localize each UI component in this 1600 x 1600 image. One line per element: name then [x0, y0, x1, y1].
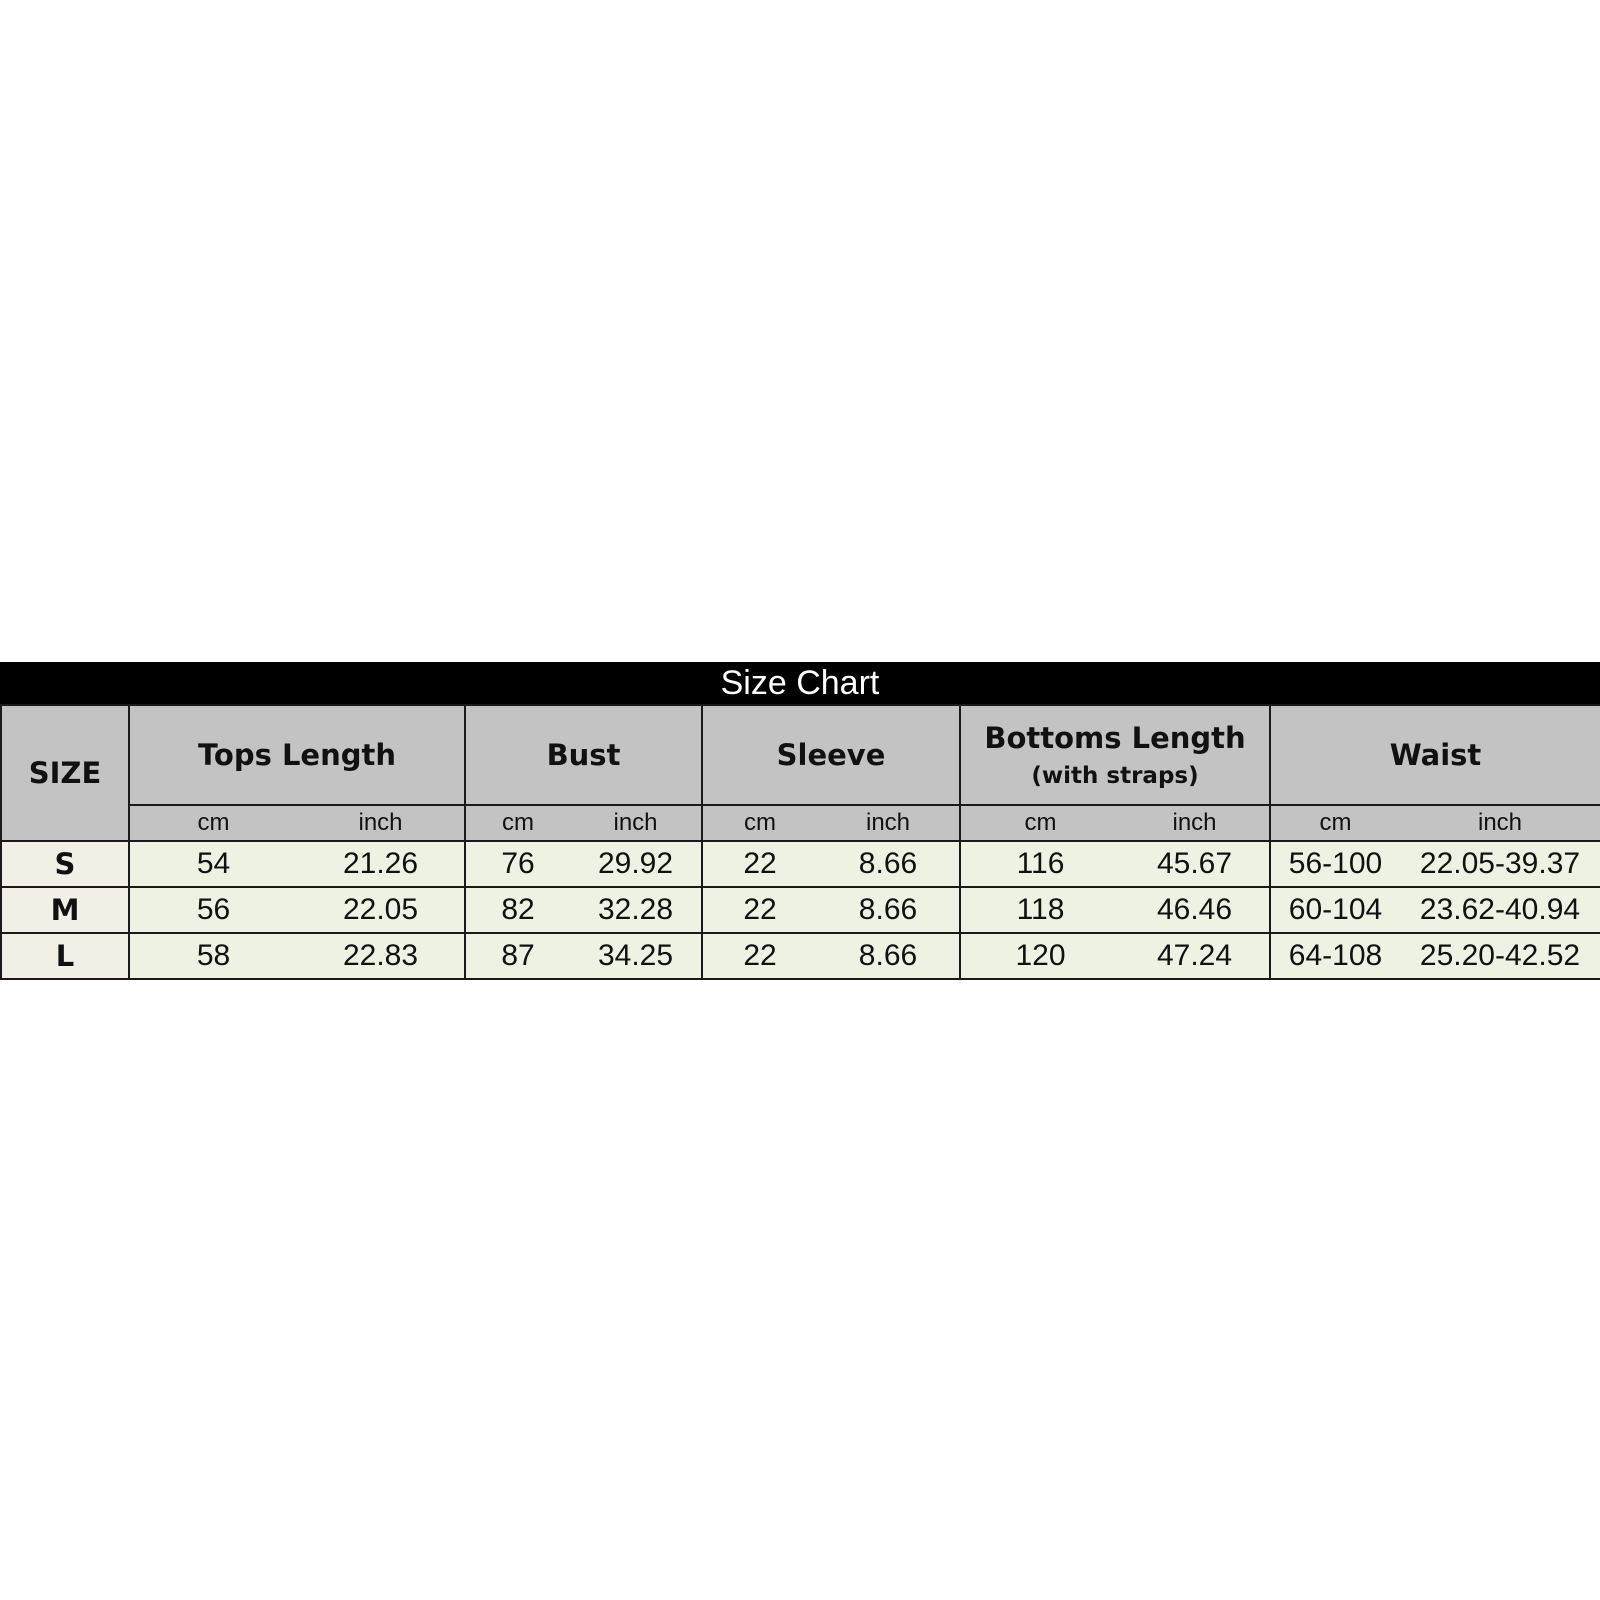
value-cm: 22 [702, 887, 817, 933]
table-row [1, 841, 1600, 887]
measurement-header-row [1, 705, 1600, 805]
value-cm: 116 [960, 841, 1120, 887]
value-cm: 56 [129, 887, 297, 933]
value-inch: 8.66 [817, 933, 960, 979]
value-inch: 46.46 [1120, 887, 1270, 933]
size-chart [0, 662, 1600, 980]
unit-inch: inch [1400, 805, 1600, 841]
value-inch: 29.92 [570, 841, 702, 887]
unit-inch: inch [297, 805, 465, 841]
unit-cm: cm [129, 805, 297, 841]
header-label: Sleeve [776, 738, 886, 772]
header-sleeve [702, 705, 960, 805]
value-cm: 54 [129, 841, 297, 887]
value-inch: 22.83 [297, 933, 465, 979]
value-inch: 25.20-42.52 [1400, 933, 1600, 979]
value-inch: 32.28 [570, 887, 702, 933]
value-cm: 87 [465, 933, 570, 979]
unit-cm: cm [1270, 805, 1400, 841]
unit-cm: cm [465, 805, 570, 841]
header-bottoms-length [960, 705, 1270, 805]
value-inch: 22.05 [297, 887, 465, 933]
unit-header-row [1, 805, 1600, 841]
value-cm: 82 [465, 887, 570, 933]
value-cm: 56-100 [1270, 841, 1400, 887]
value-inch: 8.66 [817, 841, 960, 887]
header-label: Tops Length [197, 738, 397, 772]
value-cm: 118 [960, 887, 1120, 933]
value-cm: 120 [960, 933, 1120, 979]
header-label: Bottoms Length [984, 721, 1246, 755]
value-inch: 23.62-40.94 [1400, 887, 1600, 933]
value-cm: 76 [465, 841, 570, 887]
chart-title: Size Chart [0, 662, 1600, 704]
value-inch: 34.25 [570, 933, 702, 979]
unit-inch: inch [817, 805, 960, 841]
size-header: SIZE [1, 705, 129, 841]
value-inch: 22.05-39.37 [1400, 841, 1600, 887]
header-waist [1270, 705, 1600, 805]
header-label: Bust [546, 738, 621, 772]
unit-cm: cm [960, 805, 1120, 841]
header-label: Waist [1389, 738, 1482, 772]
size-label: M [1, 887, 129, 933]
value-inch: 8.66 [817, 887, 960, 933]
size-label: L [1, 933, 129, 979]
table-row [1, 887, 1600, 933]
header-tops-length [129, 705, 465, 805]
value-cm: 60-104 [1270, 887, 1400, 933]
unit-cm: cm [702, 805, 817, 841]
value-cm: 58 [129, 933, 297, 979]
value-inch: 21.26 [297, 841, 465, 887]
value-cm: 64-108 [1270, 933, 1400, 979]
value-inch: 45.67 [1120, 841, 1270, 887]
unit-inch: inch [570, 805, 702, 841]
table-row [1, 933, 1600, 979]
header-bust [465, 705, 702, 805]
size-table [0, 704, 1600, 980]
value-inch: 47.24 [1120, 933, 1270, 979]
size-label: S [1, 841, 129, 887]
value-cm: 22 [702, 933, 817, 979]
unit-inch: inch [1120, 805, 1270, 841]
value-cm: 22 [702, 841, 817, 887]
header-note: (with straps) [1031, 763, 1199, 789]
